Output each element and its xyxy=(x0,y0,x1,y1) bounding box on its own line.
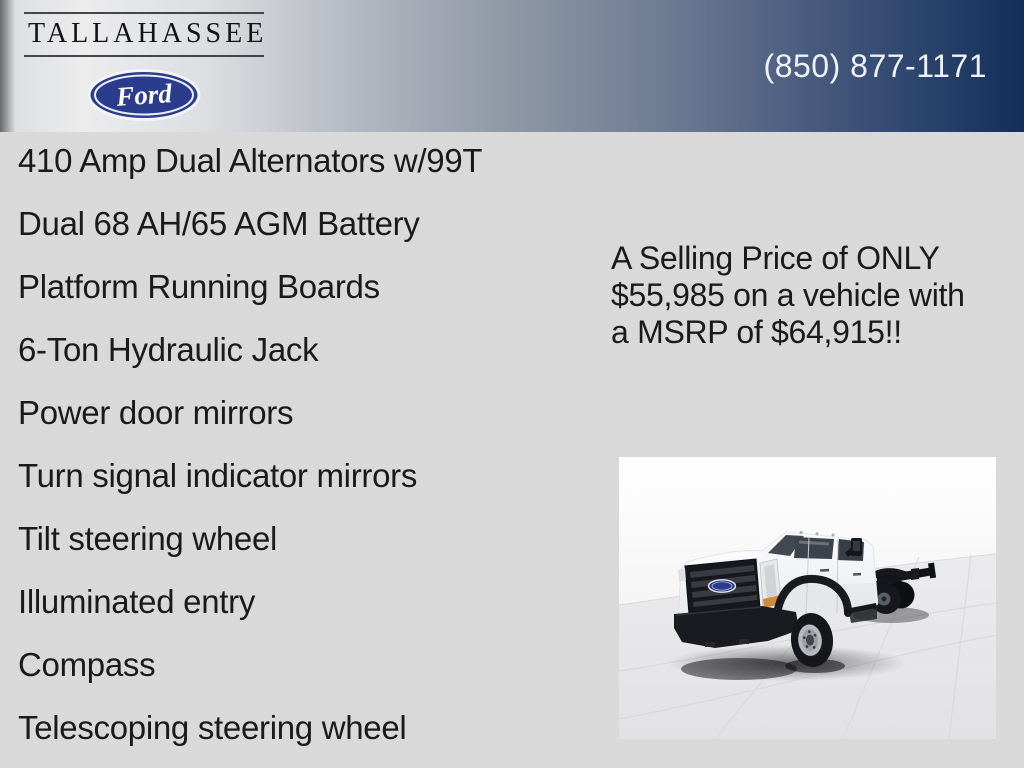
feature-item: Compass xyxy=(18,646,156,683)
feature-item: Turn signal indicator mirrors xyxy=(18,457,418,494)
dealer-name: TALLAHASSEE xyxy=(28,18,268,49)
ford-script: Ford xyxy=(115,78,173,112)
offer-line-2: $55,985 on a vehicle with xyxy=(611,277,965,313)
feature-item: 410 Amp Dual Alternators w/99T xyxy=(18,142,483,179)
feature-item: Dual 68 AH/65 AGM Battery xyxy=(18,205,420,242)
price-offer xyxy=(611,240,1016,351)
phone-number: (850) 877-1171 xyxy=(763,48,987,84)
feature-item: Telescoping steering wheel xyxy=(18,709,407,746)
truck-grille xyxy=(685,559,760,614)
feature-item: Platform Running Boards xyxy=(18,268,380,305)
feature-item: Power door mirrors xyxy=(18,394,294,431)
logo-rule-bottom xyxy=(24,55,264,57)
feature-item: 6-Ton Hydraulic Jack xyxy=(18,331,319,368)
dealership-logo xyxy=(24,12,268,127)
ford-logo-icon xyxy=(24,68,264,127)
feature-item: Tilt steering wheel xyxy=(18,520,278,557)
offer-line-3: a MSRP of $64,915!! xyxy=(611,314,902,350)
offer-line-1: A Selling Price of ONLY xyxy=(611,240,940,276)
feature-item: Illuminated entry xyxy=(18,583,256,620)
vehicle-photo xyxy=(619,457,996,739)
header-banner xyxy=(0,0,1024,132)
truck-illustration xyxy=(619,457,996,739)
feature-list xyxy=(18,144,482,768)
